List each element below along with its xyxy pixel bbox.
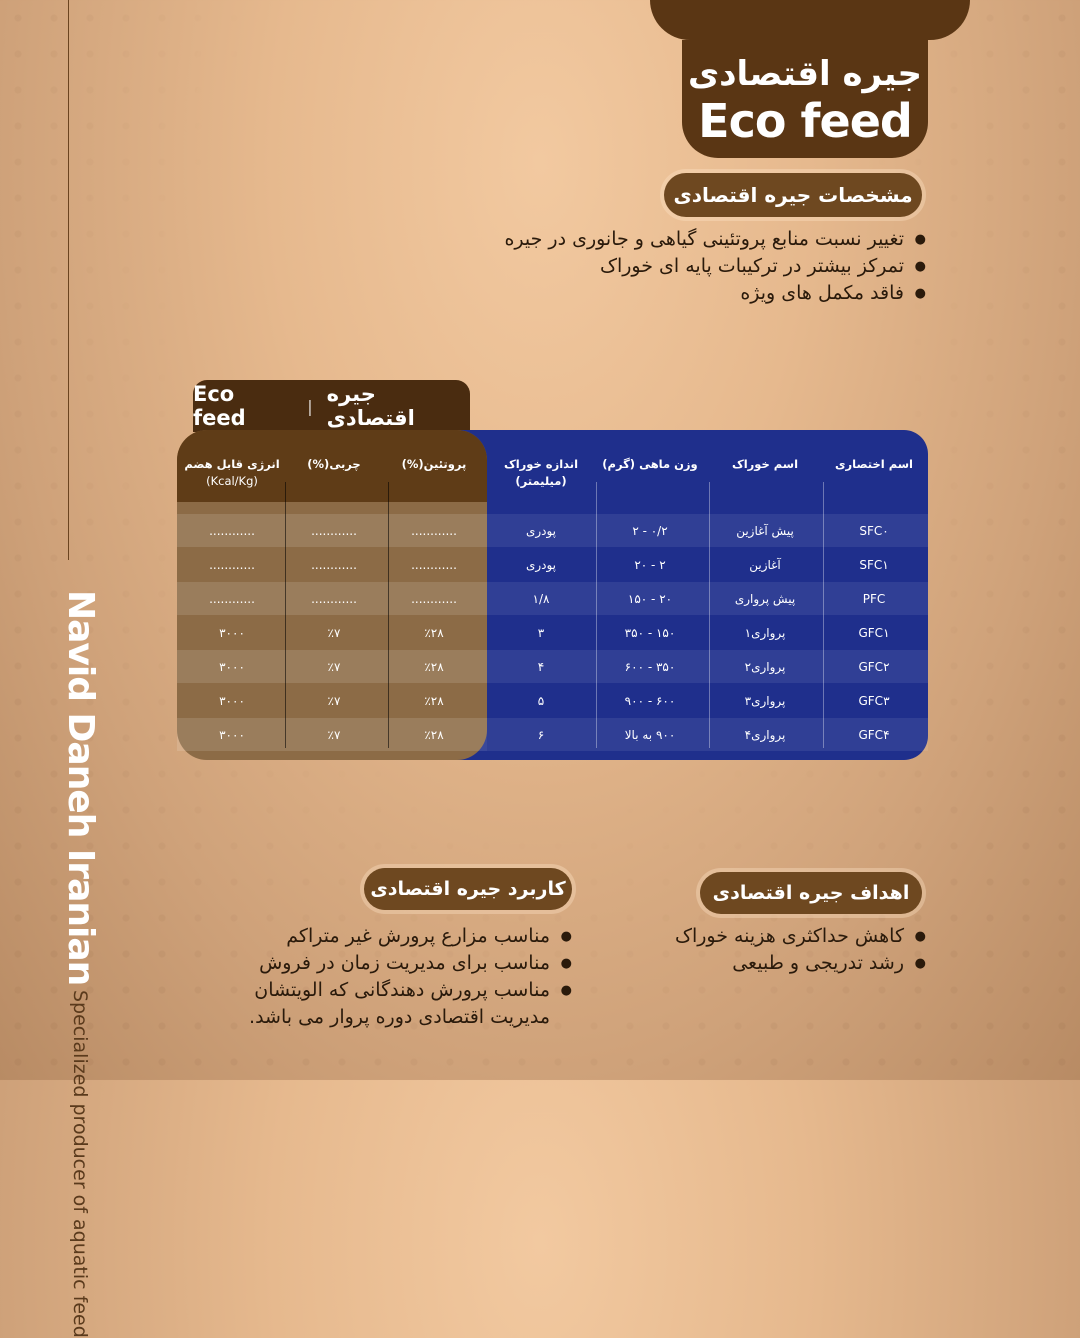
list-item: ● کاهش حداکثری هزینه خوراک — [675, 923, 928, 950]
header-protein: پروتئین(%) — [401, 457, 467, 471]
cell-code: GFC۱ — [858, 626, 890, 640]
brand-name: Navid Daneh Iranian — [60, 590, 101, 986]
header-name: اسم خوراک — [731, 457, 799, 471]
column-divider — [388, 482, 389, 748]
usage-list — [234, 923, 574, 1031]
goals-heading: اهداف جیره اقتصادی — [700, 872, 922, 914]
cell-fat: ............ — [311, 558, 357, 572]
cell-size: ۱/۸ — [532, 592, 550, 606]
column-divider — [285, 482, 286, 748]
specs-list — [504, 226, 928, 307]
usage-heading: کاربرد جیره اقتصادی — [364, 868, 572, 910]
cell-fat: ٪۷ — [327, 660, 341, 674]
header-fat: چربی(%) — [307, 457, 361, 471]
header-code: اسم اختصاری — [834, 457, 913, 471]
cell-size: ۵ — [537, 694, 545, 708]
cell-code: SFC۱ — [859, 558, 889, 572]
title-fa: جیره اقتصادی — [687, 54, 923, 94]
cell-weight: ۱۵۰ - ۳۵۰ — [624, 626, 676, 640]
header-weight: وزن ماهی (گرم) — [602, 457, 698, 471]
header-energy-unit: (Kcal/Kg) — [206, 474, 258, 488]
cell-weight: ۳۵۰ - ۶۰۰ — [624, 660, 676, 674]
list-item: ● فاقد مکمل های ویژه — [504, 280, 928, 307]
cell-name: پرواری۲ — [744, 660, 786, 674]
cell-protein: ٪۲۸ — [424, 728, 444, 742]
cell-protein: ............ — [411, 592, 457, 606]
header-energy — [180, 456, 284, 490]
cell-energy: ۳۰۰۰ — [219, 660, 245, 674]
cell-weight: ۲۰ - ۱۵۰ — [627, 592, 673, 606]
column-divider — [596, 482, 597, 748]
column-divider — [823, 482, 824, 748]
title-en: Eco feed — [698, 94, 912, 148]
cell-name: پرواری۴ — [744, 728, 786, 742]
cell-name: پیش پرواری — [734, 592, 796, 606]
cell-name: پرواری۱ — [744, 626, 786, 640]
cell-code: GFC۲ — [858, 660, 890, 674]
cell-protein: ............ — [411, 524, 457, 538]
list-item: ● تمرکز بیشتر در ترکیبات پایه ای خوراک — [504, 253, 928, 280]
list-item: ● مناسب پرورش دهندگانی که الویتشان مدیریت اقتصادی دوره پروار می باشد. — [234, 977, 574, 1031]
cell-code: PFC — [862, 592, 886, 606]
decorative-line — [68, 0, 69, 560]
cell-size: ۳ — [537, 626, 545, 640]
cell-code: SFC۰ — [859, 524, 889, 538]
header-energy-label: انرژی قابل هضم — [184, 457, 280, 471]
cell-size: پودری — [525, 558, 557, 572]
cell-weight: ۹۰۰ به بالا — [624, 728, 676, 742]
column-divider — [709, 482, 710, 748]
cell-fat: ٪۷ — [327, 694, 341, 708]
brand-tagline: Specialized producer of aquatic feed — [69, 990, 91, 1338]
cell-fat: ............ — [311, 592, 357, 606]
cell-energy: ۳۰۰۰ — [219, 626, 245, 640]
goals-list — [675, 923, 928, 977]
cell-fat: ٪۷ — [327, 626, 341, 640]
cell-protein: ٪۲۸ — [424, 660, 444, 674]
cell-protein: ............ — [411, 558, 457, 572]
cell-protein: ٪۲۸ — [424, 694, 444, 708]
cell-size: پودری — [525, 524, 557, 538]
cell-weight: ۰/۲ - ۲ — [632, 524, 668, 538]
table-tab-fa: جیره اقتصادی — [326, 382, 415, 430]
cell-energy: ۳۰۰۰ — [219, 694, 245, 708]
cell-protein: ٪۲۸ — [424, 626, 444, 640]
cell-weight: ۶۰۰ - ۹۰۰ — [624, 694, 676, 708]
cell-weight: ۲ - ۲۰ — [634, 558, 666, 572]
cell-energy: ............ — [209, 592, 255, 606]
header-size: اندازه خوراک (میلیمتر) — [503, 457, 579, 488]
cell-name: پیش آغازین — [736, 524, 794, 538]
cell-energy: ............ — [209, 558, 255, 572]
cell-fat: ............ — [311, 524, 357, 538]
cell-code: GFC۳ — [858, 694, 890, 708]
table-tab-separator: | — [307, 396, 313, 416]
cell-name: آغازین — [749, 558, 781, 572]
title-tab — [650, 0, 970, 40]
cell-energy: ۳۰۰۰ — [219, 728, 245, 742]
brand — [60, 590, 101, 1338]
cell-fat: ٪۷ — [327, 728, 341, 742]
list-item: ● رشد تدریجی و طبیعی — [675, 950, 928, 977]
cell-size: ۶ — [537, 728, 545, 742]
table-tab — [193, 380, 470, 432]
cell-name: پرواری۳ — [744, 694, 786, 708]
cell-code: GFC۴ — [858, 728, 890, 742]
cell-size: ۴ — [537, 660, 545, 674]
list-item: ● تغییر نسبت منابع پروتئینی گیاهی و جانوری در جیره — [504, 226, 928, 253]
table-tab-en: Eco feed — [193, 382, 246, 430]
cell-energy: ............ — [209, 524, 255, 538]
specs-heading: مشخصات جیره اقتصادی — [664, 173, 922, 217]
title-box — [682, 40, 928, 158]
list-item: ● مناسب مزارع پرورش غیر متراکم — [234, 923, 574, 950]
list-item: ● مناسب برای مدیریت زمان در فروش — [234, 950, 574, 977]
